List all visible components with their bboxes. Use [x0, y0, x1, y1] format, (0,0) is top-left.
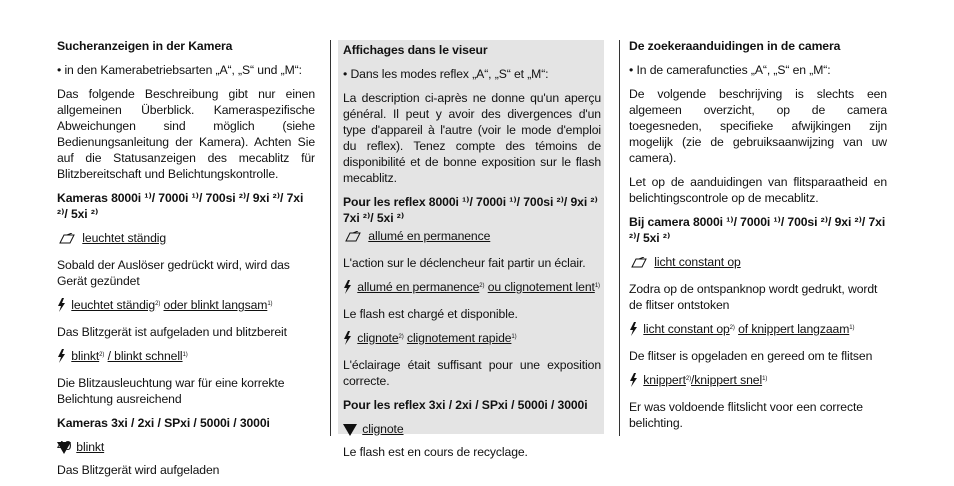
- lightning-icon: [629, 373, 638, 391]
- footnote-ref: 1): [182, 352, 188, 358]
- lightning-icon: [343, 280, 352, 298]
- footnote-ref: 2): [398, 334, 404, 340]
- column-dutch: [629, 38, 887, 439]
- section-title: De zoekeraanduidingen in de camera: [629, 39, 841, 53]
- indicator-row: [629, 321, 887, 340]
- column-divider: [330, 40, 331, 436]
- indicator-row: [57, 297, 315, 316]
- indicator-row: [629, 254, 887, 273]
- indicator-label: /knippert snel: [691, 373, 763, 387]
- flash-ready-icon: [343, 231, 363, 247]
- footnote-ref: 1): [594, 283, 600, 289]
- section-title: Sucheranzeigen in der Kamera: [57, 39, 233, 53]
- indicator-text: Le flash est en cours de recyclage.: [343, 445, 528, 459]
- indicator-label: licht constant op: [654, 255, 741, 269]
- column-french: [338, 40, 604, 459]
- column-german: [57, 38, 315, 486]
- footnote-ref: 2): [685, 376, 691, 382]
- indicator-label: allumé en permanence: [368, 229, 491, 243]
- column-divider: [619, 40, 620, 436]
- indicator-text: Die Blitzausleuchtung war für eine korrekte Belichtung ausreichend: [57, 376, 285, 406]
- lightning-icon: [343, 331, 352, 349]
- flash-ready-icon: [57, 233, 77, 249]
- indicator-label: knippert: [643, 373, 686, 387]
- camera-heading: Bij camera 8000i ¹⁾/ 7000i ¹⁾/ 700si ²⁾/ 9xi ²⁾/ 7xi ²⁾/ 5xi ²⁾: [629, 215, 886, 245]
- intro-paragraph: La description ci-après ne donne qu'un aperçu général. Il peut y avoir des divergences d'un type d'appareil à l'autre (voir le mode d'emploi du reflex). Tenez compte des témoins de disponibilité et de bonne exposition sur le flash mecablitz.: [343, 91, 601, 185]
- indicator-text: Sobald der Auslöser gedrückt wird, wird das Gerät gezündet: [57, 258, 290, 288]
- footnote-ref: 2): [155, 301, 161, 307]
- indicator-text: Le flash est chargé et disponible.: [343, 307, 518, 321]
- footnote-ref: 1): [849, 325, 855, 331]
- indicator-row: [343, 228, 601, 247]
- indicator-text: De flitser is opgeladen en gereed om te flitsen: [629, 349, 873, 363]
- bullet-item: • Dans les modes reflex „A“, „S“ et „M“:: [343, 67, 549, 81]
- indicator-row: [629, 372, 887, 391]
- indicator-row: [57, 230, 315, 249]
- intro-paragraph: Das folgende Beschreibung gibt nur einen allgemeinen Überblick. Kameraspezifische Abweichungen sind möglich (siehe Bedienungsanleitung der Kamera). Achten Sie auf die Statusanzeigen des mecablitz für Blitzbereitschaft und Belichtungskontrolle.: [57, 87, 315, 181]
- indicator-label: clignotement rapide: [406, 331, 512, 345]
- lightning-icon: [57, 349, 66, 367]
- indicator-label: blinkt: [71, 349, 100, 363]
- camera-heading: Pour les reflex 3xi / 2xi / SPxi / 5000i / 3000i: [343, 398, 588, 412]
- indicator-label: ou clignotement lent: [487, 280, 595, 294]
- bullet-item: • in den Kamerabetriebsarten „A“, „S“ und „M“:: [57, 63, 302, 77]
- intro-paragraph: Let op de aanduidingen van flitsparaatheid en belichtingscontrole op de mecablitz.: [629, 175, 887, 205]
- indicator-label: clignote: [357, 331, 399, 345]
- indicator-text: L'action sur le déclencheur fait partir un éclair.: [343, 256, 586, 270]
- indicator-text: L'éclairage était suffisant pour une exposition correcte.: [343, 358, 601, 388]
- indicator-text: Er was voldoende flitslicht voor een correcte belichting.: [629, 400, 863, 430]
- footnote-ref: 1): [267, 301, 273, 307]
- indicator-label: of knippert langzaam: [738, 322, 850, 336]
- indicator-label: oder blinkt langsam: [163, 298, 268, 312]
- indicator-label: / blinkt schnell: [107, 349, 183, 363]
- flash-ready-icon: [629, 257, 649, 273]
- indicator-text: Zodra op de ontspanknop wordt gedrukt, wordt de flitser ontstoken: [629, 282, 878, 312]
- indicator-row: [343, 330, 601, 349]
- indicator-row: [57, 348, 315, 367]
- triangle-down-icon: [343, 424, 357, 440]
- lightning-icon: [57, 298, 66, 316]
- indicator-row: [343, 421, 601, 440]
- indicator-label: allumé en permanence: [357, 280, 480, 294]
- indicator-label: blinkt: [76, 440, 105, 454]
- page-number: 40: [57, 438, 72, 453]
- footnote-ref: 1): [762, 376, 768, 382]
- camera-heading: Pour les reflex 8000i ¹⁾/ 7000i ¹⁾/ 700si ²⁾/ 9xi ²⁾ 7xi ²⁾/ 5xi ²⁾: [343, 195, 598, 225]
- indicator-row: [57, 439, 315, 458]
- lightning-icon: [629, 322, 638, 340]
- indicator-text: Das Blitzgerät wird aufgeladen: [57, 463, 220, 477]
- indicator-label: licht constant op: [643, 322, 730, 336]
- bullet-item: • In de camerafuncties „A“, „S“ en „M“:: [629, 63, 831, 77]
- indicator-label: leuchtet ständig: [82, 231, 167, 245]
- footnote-ref: 2): [729, 325, 735, 331]
- indicator-row: [343, 279, 601, 298]
- indicator-label: leuchtet ständig: [71, 298, 156, 312]
- footnote-ref: 1): [511, 334, 517, 340]
- intro-paragraph: De volgende beschrijving is slechts een algemeen overzicht, op de camera toegesneden, specifieke afwijkingen zijn mogelijk (zie de gebruiksaanwijzing van uw camera).: [629, 87, 887, 165]
- camera-heading: Kameras 3xi / 2xi / SPxi / 5000i / 3000i: [57, 416, 270, 430]
- footnote-ref: 2): [99, 352, 105, 358]
- indicator-text: Das Blitzgerät ist aufgeladen und blitzbereit: [57, 325, 287, 339]
- indicator-label: clignote: [362, 422, 404, 436]
- section-title: Affichages dans le viseur: [343, 43, 488, 57]
- footnote-ref: 2): [479, 283, 485, 289]
- camera-heading: Kameras 8000i ¹⁾/ 7000i ¹⁾/ 700si ²⁾/ 9xi ²⁾/ 7xi ²⁾/ 5xi ²⁾: [57, 191, 304, 221]
